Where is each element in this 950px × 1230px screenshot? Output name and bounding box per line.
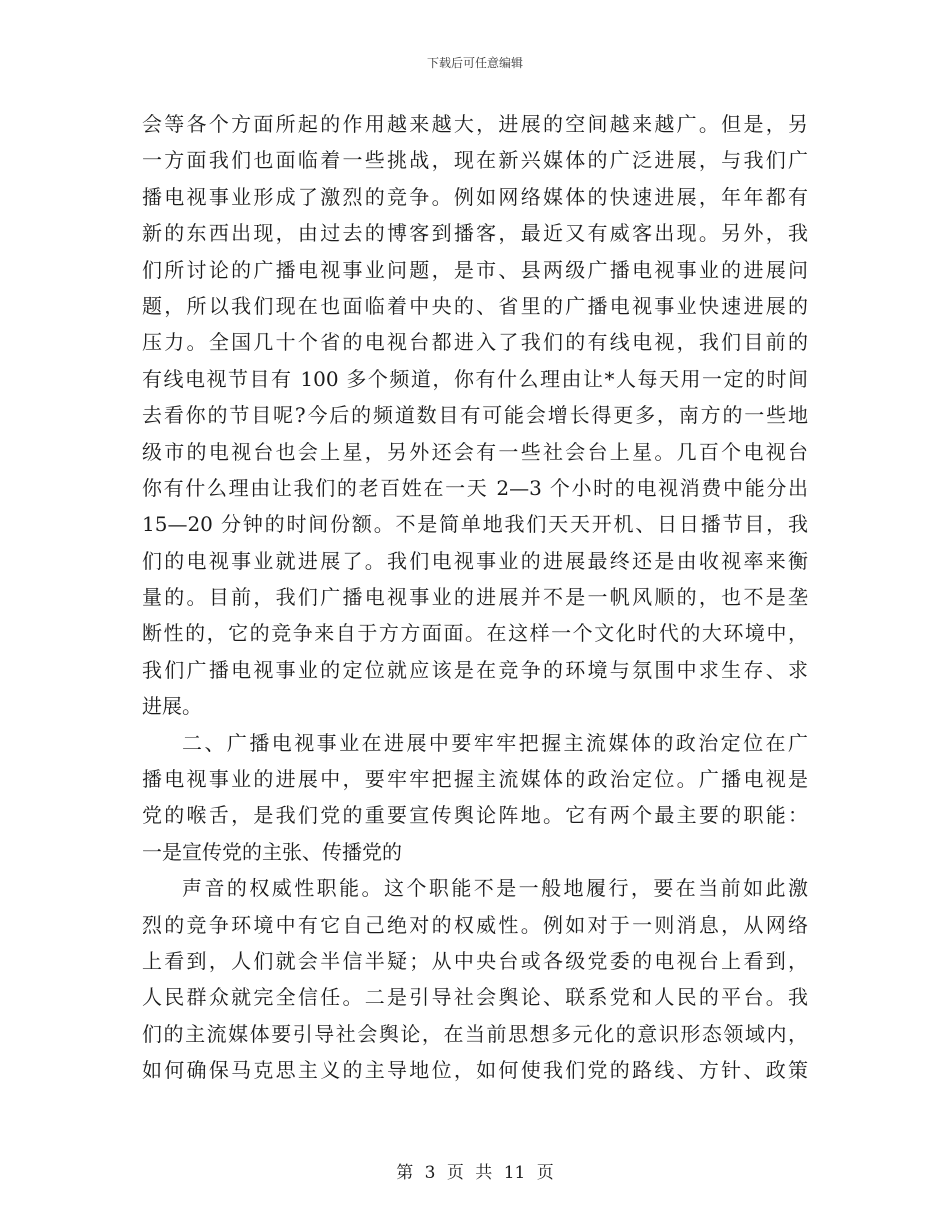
text-line: 党的喉舌，是我们党的重要宣传舆论阵地。它有两个最主要的职能：	[142, 803, 808, 828]
text-line: 们所讨论的广播电视事业问题，是市、县两级广播电视事业的进展问	[142, 257, 808, 282]
text-line: 压力。全国几十个省的电视台都进入了我们的有线电视，我们目前的	[142, 330, 808, 355]
text-line: 新的东西出现，由过去的博客到播客，最近又有威客出现。另外，我	[142, 221, 808, 246]
text-line: 烈的竞争环境中有它自己绝对的权威性。例如对于一则消息，从网络	[142, 912, 808, 937]
text-line: 一方面我们也面临着一些挑战，现在新兴媒体的广泛进展，与我们广	[142, 148, 808, 173]
text-line: 播电视事业的进展中，要牢牢把握主流媒体的政治定位。广播电视是	[142, 767, 808, 792]
text-line: 级市的电视台也会上星，另外还会有一些社会台上星。几百个电视台	[142, 439, 808, 464]
text-line: 们的电视事业就进展了。我们电视事业的进展最终还是由收视率来衡	[142, 548, 808, 573]
text-line: 进展。	[142, 694, 202, 719]
section-heading-line: 二、广播电视事业在进展中要牢牢把握主流媒体的政治定位在广	[182, 730, 808, 755]
text-line: 一是宣传党的主张、传播党的	[142, 839, 402, 864]
text-line: 你有什么理由让我们的老百姓在一天 2—3 个小时的电视消费中能分出	[142, 475, 808, 500]
text-line: 去看你的节目呢?今后的频道数目有可能会增长得更多，南方的一些地	[142, 403, 808, 428]
text-line: 上看到，人们就会半信半疑；从中央台或各级党委的电视台上看到，	[142, 948, 808, 973]
text-line: 断性的，它的竞争来自于方方面面。在这样一个文化时代的大环境中，	[142, 621, 808, 646]
text-line: 有线电视节目有 100 多个频道，你有什么理由让*人每天用一定的时间	[142, 366, 808, 391]
text-line: 播电视事业形成了激烈的竞争。例如网络媒体的快速进展，年年都有	[142, 184, 808, 209]
document-body	[142, 106, 808, 1089]
text-line: 题，所以我们现在也面临着中央的、省里的广播电视事业快速进展的	[142, 293, 808, 318]
page-header: 下载后可任意编辑	[426, 56, 523, 70]
text-line: 们的主流媒体要引导社会舆论，在当前思想多元化的意识形态领域内，	[142, 1021, 808, 1046]
page-footer: 第 3 页 共 11 页	[396, 1163, 554, 1183]
text-line: 如何确保马克思主义的主导地位，如何使我们党的路线、方针、政策	[142, 1058, 808, 1083]
text-line: 量的。目前，我们广播电视事业的进展并不是一帆风顺的，也不是垄	[142, 585, 808, 610]
text-line: 声音的权威性职能。这个职能不是一般地履行，要在当前如此激	[182, 876, 808, 901]
text-line: 会等各个方面所起的作用越来越大，进展的空间越来越广。但是，另	[142, 112, 808, 136]
text-line: 15—20 分钟的时间份额。不是简单地我们天天开机、日日播节目，我	[142, 512, 808, 537]
text-line: 我们广播电视事业的定位就应该是在竞争的环境与氛围中求生存、求	[142, 657, 808, 682]
text-line: 人民群众就完全信任。二是引导社会舆论、联系党和人民的平台。我	[142, 985, 808, 1010]
